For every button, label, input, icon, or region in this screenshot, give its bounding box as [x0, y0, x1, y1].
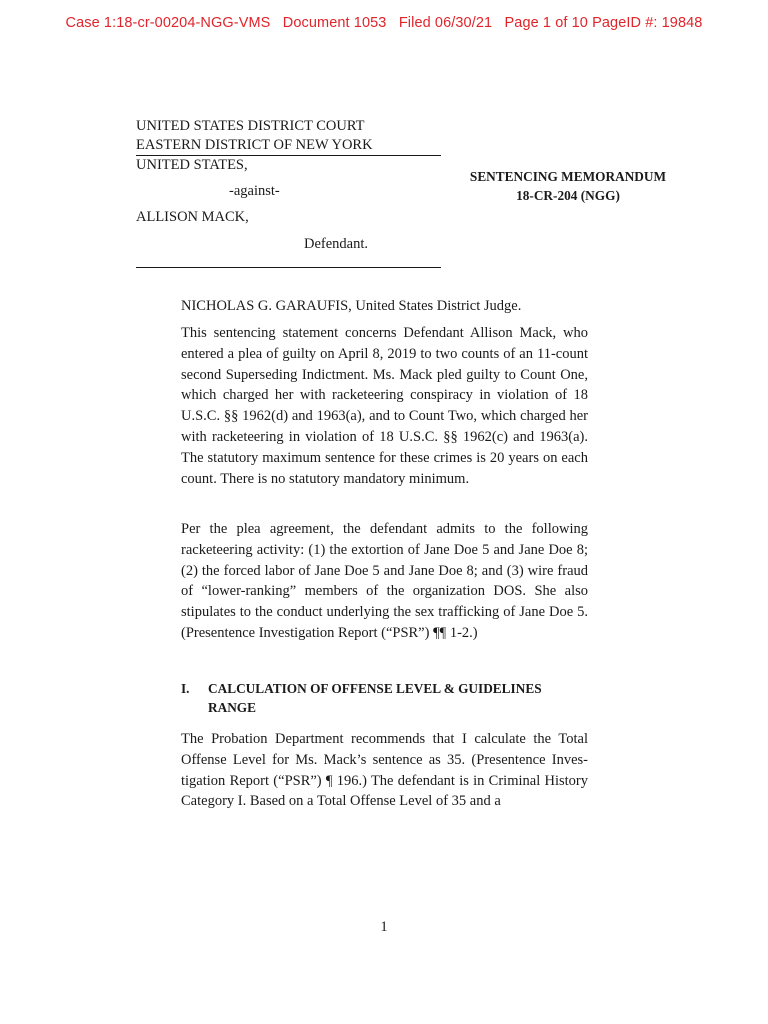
defendant-name: ALLISON MACK,: [136, 209, 249, 225]
paragraph-text: This sentencing statement concerns Defendant Allison Mack, who entered a plea of guilty on April 8, 2019 to two counts of an 11-count second Superseding Indictment. Ms. Mack pled guilty to Count One, which charged her with racketeering conspiracy in violation of 18 U.S.C. §§ 1962(d) and 1963(a), and to Count Two, which charged her with racketeering in violation of 18 U.S.C. §§ 1962(c) and 1963(a). The statutory maximum sentence for these crimes is 20 years on each count. There is no statutory mandatory minimum.: [181, 325, 588, 487]
defendant-label: Defendant.: [304, 236, 369, 252]
section-heading: [181, 679, 588, 717]
court-name: UNITED STATES DISTRICT COURT: [136, 118, 365, 134]
judge-line: [181, 296, 588, 317]
section-number: I.: [181, 681, 190, 696]
case-caption-right: [462, 167, 674, 205]
document-title: SENTENCING MEMORANDUM: [469, 169, 667, 184]
paragraph-text: Per the plea agreement, the defendant admits to the following racketeering activity: (1) the extortion of Jane Doe 5 and Jane Doe 8; (2) the forced labor of Jane Doe 5 and Jane Doe 8; and (3) wire fraud of “lower-ranking” members of the organization DOS. She also stipulates to the conduct underlying the sex trafficking of Jane Doe 5. (Presentence Investigation Report (“PSR”) ¶¶ 1-2.): [181, 521, 588, 641]
case-caption-left: [136, 117, 441, 175]
against-label: -against-: [229, 183, 280, 199]
plaintiff-name: UNITED STATES,: [136, 157, 248, 173]
paragraph-intro: [181, 323, 588, 489]
paragraph-offense-level: [181, 729, 588, 812]
case-number: 18-CR-204 (NGG): [516, 188, 620, 203]
paragraph-plea: [181, 519, 588, 644]
judge-name: NICHOLAS G. GARAUFIS, United States District Judge.: [181, 298, 522, 314]
page-number: 1: [380, 919, 388, 935]
caption-divider-bottom: [136, 267, 441, 268]
paragraph-text: The Probation Department recommends that I calculate the Total Offense Level for Ms. Mack’s sentence as 35. (Presentence Investigation Report (“PSR”) ¶ 196.) The defendant is in Criminal History Category I. Based on a Total Offense Level of 35 and a: [181, 731, 588, 810]
case-header: Case 1:18-cr-00204-NGG-VMS Document 1053 Filed 06/30/21 Page 1 of 10 PageID #: 19848: [65, 15, 703, 31]
section-title: CALCULATION OF OFFENSE LEVEL & GUIDELINES RANGE: [208, 681, 542, 715]
court-district: EASTERN DISTRICT OF NEW YORK: [136, 137, 373, 153]
